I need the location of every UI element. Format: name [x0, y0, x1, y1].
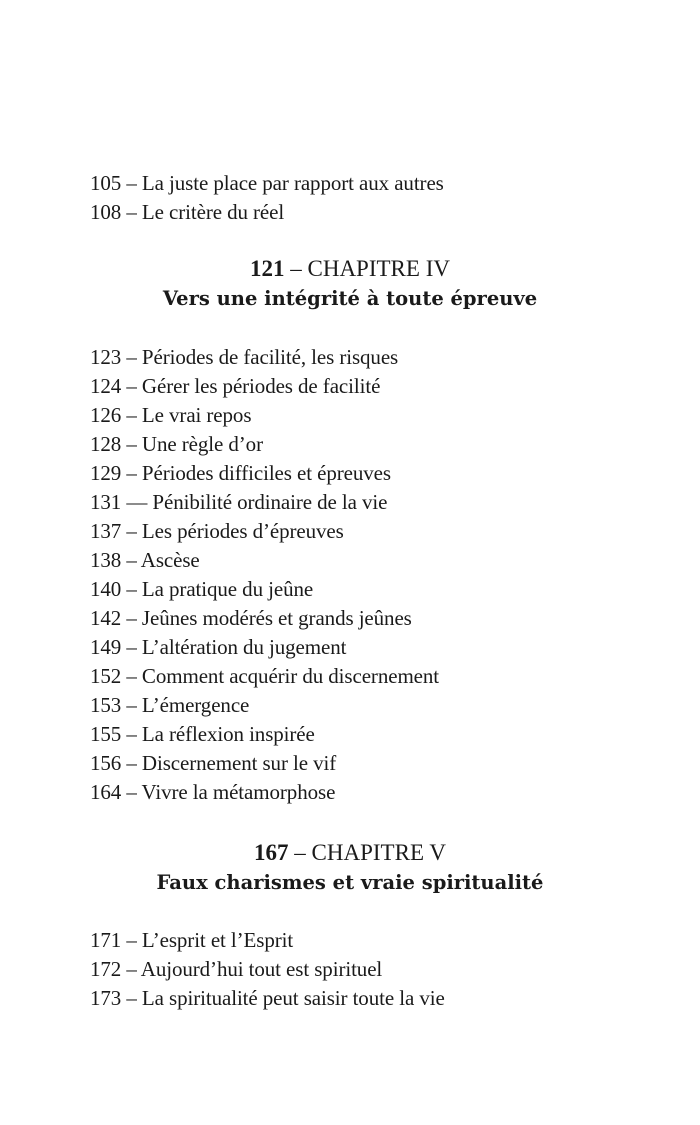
toc-page-number: 140	[90, 577, 122, 601]
toc-separator: –	[126, 171, 137, 195]
toc-separator: –	[126, 780, 137, 804]
toc-separator: –	[126, 577, 137, 601]
toc-entry	[90, 720, 650, 749]
toc-title: Le critère du réel	[141, 200, 285, 224]
toc-entry	[90, 575, 650, 604]
toc-separator: –	[126, 345, 137, 369]
chapter-title-line	[0, 254, 700, 284]
chapter-subtitle: Vers une intégrité à toute épreuve	[162, 287, 538, 310]
chapter-page-number: 121	[250, 256, 285, 281]
toc-title: Périodes de facilité, les risques	[141, 345, 399, 369]
toc-page-number: 123	[90, 345, 122, 369]
toc-page-number: 105	[90, 171, 122, 195]
toc-page-number: 164	[90, 780, 122, 804]
toc-entry	[90, 984, 650, 1013]
toc-page-number: 152	[90, 664, 122, 688]
toc-page-number: 108	[90, 200, 122, 224]
toc-title: Pénibilité ordinaire de la vie	[152, 490, 388, 514]
toc-separator: –	[126, 374, 137, 398]
toc-title: La pratique du jeûne	[141, 577, 314, 601]
chapter-heading-iv	[0, 254, 700, 314]
toc-title: Vivre la métamorphose	[141, 780, 336, 804]
toc-page-number: 173	[90, 986, 122, 1010]
toc-entry	[90, 169, 650, 198]
toc-separator: –	[126, 928, 137, 952]
toc-title: L’altération du jugement	[141, 635, 347, 659]
toc-entry	[90, 430, 650, 459]
toc-title: Jeûnes modérés et grands jeûnes	[141, 606, 412, 630]
toc-entry	[90, 926, 650, 955]
toc-entry	[90, 749, 650, 778]
toc-separator: –	[126, 957, 137, 981]
toc-page-number: 138	[90, 548, 122, 572]
toc-separator: –	[126, 635, 137, 659]
toc-separator: —	[126, 490, 148, 514]
toc-entry	[90, 633, 650, 662]
toc-title: La spiritualité peut saisir toute la vie	[141, 986, 445, 1010]
toc-page-number: 171	[90, 928, 122, 952]
toc-separator: –	[126, 722, 137, 746]
chapter-subtitle: Faux charismes et vraie spiritualité	[156, 871, 544, 894]
toc-title: Comment acquérir du discernement	[141, 664, 440, 688]
toc-entry	[90, 343, 650, 372]
toc-separator: –	[126, 200, 137, 224]
toc-title: Une règle d’or	[141, 432, 263, 456]
toc-block-chapter-iv	[90, 343, 650, 807]
toc-page-number: 155	[90, 722, 122, 746]
toc-entry	[90, 198, 650, 227]
toc-entry	[90, 546, 650, 575]
chapter-page-number: 167	[254, 840, 289, 865]
toc-page-number: 149	[90, 635, 122, 659]
toc-page-number: 172	[90, 957, 122, 981]
toc-block-chapter-v	[90, 926, 650, 1013]
toc-separator: –	[126, 751, 137, 775]
chapter-heading-v	[0, 838, 700, 898]
toc-entry	[90, 372, 650, 401]
toc-separator: –	[126, 664, 137, 688]
toc-entry	[90, 955, 650, 984]
toc-entry	[90, 662, 650, 691]
toc-title: Ascèse	[140, 548, 200, 572]
toc-page-number: 153	[90, 693, 122, 717]
toc-entry	[90, 517, 650, 546]
toc-separator: –	[126, 403, 137, 427]
toc-title: Périodes difficiles et épreuves	[141, 461, 391, 485]
toc-entry	[90, 459, 650, 488]
toc-page-number: 137	[90, 519, 122, 543]
toc-page-number: 128	[90, 432, 122, 456]
toc-separator: –	[126, 693, 137, 717]
toc-title: Gérer les périodes de facilité	[141, 374, 381, 398]
toc-title: Les périodes d’épreuves	[141, 519, 344, 543]
toc-separator: –	[126, 606, 137, 630]
toc-page-number: 142	[90, 606, 122, 630]
chapter-label: – CHAPITRE V	[294, 840, 446, 865]
chapter-label: – CHAPITRE IV	[290, 256, 450, 281]
toc-entry	[90, 488, 650, 517]
toc-block-previous-chapter	[90, 169, 650, 227]
toc-separator: –	[126, 548, 137, 572]
chapter-title-line	[0, 838, 700, 868]
toc-page-number: 126	[90, 403, 122, 427]
toc-page-number: 129	[90, 461, 122, 485]
toc-separator: –	[126, 432, 137, 456]
toc-page-number: 131	[90, 490, 122, 514]
toc-title: Aujourd’hui tout est spirituel	[140, 957, 383, 981]
toc-separator: –	[126, 461, 137, 485]
toc-page-number: 156	[90, 751, 122, 775]
toc-title: L’émergence	[141, 693, 250, 717]
toc-separator: –	[126, 986, 137, 1010]
toc-separator: –	[126, 519, 137, 543]
toc-entry	[90, 691, 650, 720]
toc-entry	[90, 604, 650, 633]
toc-page-number: 124	[90, 374, 122, 398]
toc-entry	[90, 778, 650, 807]
toc-title: L’esprit et l’Esprit	[141, 928, 294, 952]
toc-entry	[90, 401, 650, 430]
toc-title: La juste place par rapport aux autres	[141, 171, 444, 195]
toc-title: Discernement sur le vif	[141, 751, 337, 775]
toc-title: La réflexion inspirée	[141, 722, 315, 746]
toc-title: Le vrai repos	[141, 403, 252, 427]
